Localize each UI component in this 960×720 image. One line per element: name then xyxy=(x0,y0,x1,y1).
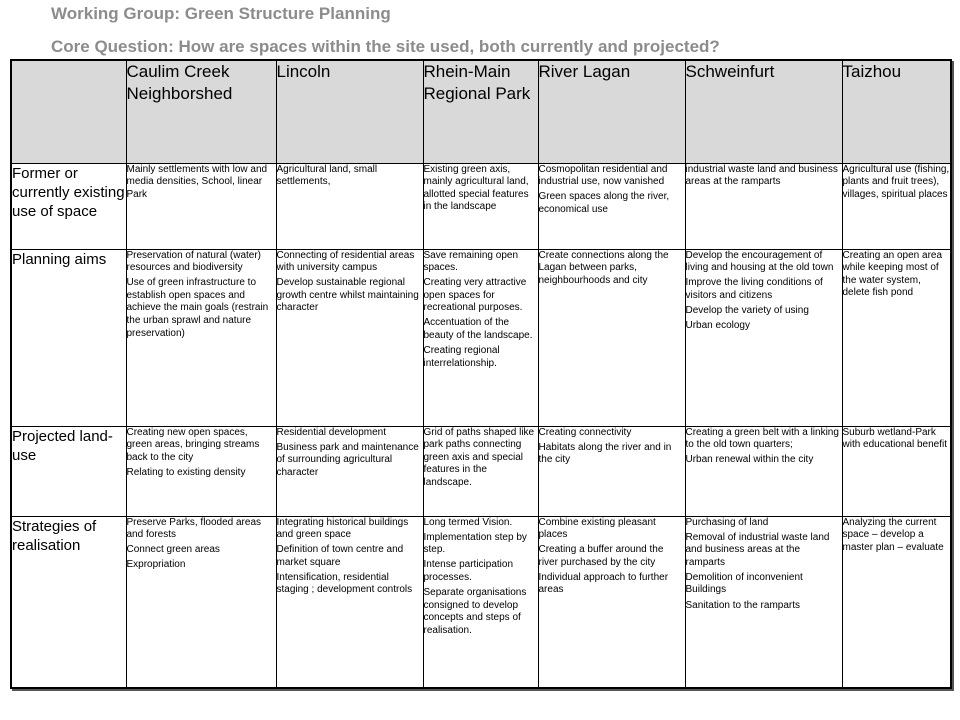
cell-paragraph: Develop sustainable regional growth centre whilst maintaining character xyxy=(276,277,419,314)
table-cell xyxy=(423,516,538,687)
table-cell xyxy=(126,516,276,687)
cell-paragraph: Residential development xyxy=(276,426,387,438)
cell-paragraph: Removal of industrial waste land and business areas at the ramparts xyxy=(685,531,830,568)
column-header: Rhein-Main Regional Park xyxy=(423,61,538,163)
cell-paragraph: Develop the variety of using xyxy=(685,304,809,316)
table-cell xyxy=(685,163,842,249)
cell-paragraph: Preservation of natural (water) resources and biodiversity xyxy=(126,249,262,274)
cell-paragraph: Expropriation xyxy=(126,559,186,571)
cell-paragraph: Intense participation processes. xyxy=(423,559,514,583)
cell-paragraph: Preserve Parks, flooded areas and forests xyxy=(126,516,262,541)
cell-paragraph: Save remaining open spaces. xyxy=(423,249,519,274)
header-corner xyxy=(12,61,126,163)
cell-paragraph: Creating a green belt with a linking to the old town quarters; xyxy=(685,426,839,451)
cell-paragraph: Create connections along the Lagan between parks, neighbourhoods and city xyxy=(538,249,669,286)
table-cell xyxy=(126,163,276,249)
table-cell xyxy=(423,426,538,516)
table-cell xyxy=(842,249,950,426)
cell-paragraph: industrial waste land and business areas at the ramparts xyxy=(685,163,838,188)
cell-paragraph: Green spaces along the river, economical use xyxy=(538,191,670,215)
table-cell xyxy=(423,163,538,249)
cell-paragraph: Creating regional interrelationship. xyxy=(423,345,500,369)
cell-paragraph: Individual approach to further areas xyxy=(538,571,669,596)
table-cell xyxy=(276,249,423,426)
table-cell xyxy=(842,163,950,249)
cell-paragraph: Creating very attractive open spaces for recreational purposes. xyxy=(423,277,527,314)
cell-paragraph: Improve the living conditions of visitors and citizens xyxy=(685,277,823,301)
column-header: Taizhou xyxy=(842,61,950,163)
cell-paragraph: Combine existing pleasant places xyxy=(538,516,656,541)
cell-paragraph: Agricultural use (fishing, plants and fruit trees), villages, spiritual places xyxy=(842,163,950,200)
table-cell xyxy=(423,249,538,426)
table-cell xyxy=(842,516,950,687)
table-row xyxy=(12,249,950,426)
column-header: Schweinfurt xyxy=(685,61,842,163)
cell-paragraph: Habitats along the river and in the city xyxy=(538,441,672,466)
cell-paragraph: Agricultural land, small settlements, xyxy=(276,163,378,188)
table-row xyxy=(12,426,950,516)
cell-paragraph: Definition of town centre and market square xyxy=(276,544,404,568)
row-label: Strategies of realisation xyxy=(12,516,126,687)
table-cell xyxy=(685,516,842,687)
table-cell xyxy=(842,426,950,516)
cell-paragraph: Creating new open spaces, green areas, bringing streams back to the city xyxy=(126,426,260,463)
row-label: Former or currently existing use of space xyxy=(12,163,126,249)
cell-paragraph: Analyzing the current space – develop a master plan – evaluate xyxy=(842,516,944,553)
cell-paragraph: Use of green infrastructure to establish open spaces and achieve the main goals (restrain the urban sprawl and nature preservation) xyxy=(126,277,269,339)
cell-paragraph: Long termed Vision. xyxy=(423,516,513,528)
table-cell xyxy=(685,249,842,426)
column-header: Caulim Creek Neighborshed xyxy=(126,61,276,163)
row-label: Planning aims xyxy=(12,249,126,426)
table-cell xyxy=(685,426,842,516)
cell-paragraph: Suburb wetland-Park with educational benefit xyxy=(842,426,948,451)
cell-paragraph: Accentuation of the beauty of the landscape. xyxy=(423,317,533,342)
cell-paragraph: Urban ecology xyxy=(685,319,750,331)
cell-paragraph: Existing green axis, mainly agricultural land, allotted special features in the landscape xyxy=(423,163,529,213)
column-header: Lincoln xyxy=(276,61,423,163)
cell-paragraph: Demolition of inconvenient Buildings xyxy=(685,571,803,596)
cell-paragraph: Intensification, residential staging ; development controls xyxy=(276,571,413,596)
cell-paragraph: Purchasing of land xyxy=(685,516,769,528)
row-label: Projected land-use xyxy=(12,426,126,516)
table-cell xyxy=(538,163,685,249)
cell-paragraph: Business park and maintenance of surrounding agricultural character xyxy=(276,441,419,478)
cell-paragraph: Implementation step by step. xyxy=(423,531,527,556)
cell-paragraph: Connect green areas xyxy=(126,544,220,556)
cell-paragraph: Creating an open area while keeping most of the water system, delete fish pond xyxy=(842,249,943,299)
cell-paragraph: Cosmopolitan residential and industrial use, now vanished xyxy=(538,163,668,188)
cell-paragraph: Urban renewal within the city xyxy=(685,454,814,466)
table-row xyxy=(12,516,950,687)
table-cell xyxy=(538,249,685,426)
cell-paragraph: Separate organisations consigned to develop concepts and steps of realisation. xyxy=(423,586,527,636)
table-cell xyxy=(538,426,685,516)
table-cell xyxy=(276,163,423,249)
cell-paragraph: Sanitation to the ramparts xyxy=(685,599,801,611)
cell-paragraph: Creating a buffer around the river purchased by the city xyxy=(538,544,664,568)
cell-paragraph: Grid of paths shaped like park paths connecting green axis and special features in the landscape. xyxy=(423,426,535,488)
comparison-table-frame xyxy=(10,59,952,689)
comparison-table xyxy=(12,61,950,687)
cell-paragraph: Creating connectivity xyxy=(538,426,632,438)
cell-paragraph: Integrating historical buildings and green space xyxy=(276,516,409,541)
cell-paragraph: Relating to existing density xyxy=(126,466,246,478)
cell-paragraph: Mainly settlements with low and media densities, School, linear Park xyxy=(126,163,268,200)
cell-paragraph: Develop the encouragement of living and housing at the old town xyxy=(685,249,834,274)
table-row xyxy=(12,163,950,249)
page-title: Working Group: Green Structure Planning xyxy=(51,4,391,23)
column-header: River Lagan xyxy=(538,61,685,163)
cell-paragraph: Connecting of residential areas with university campus xyxy=(276,249,415,274)
core-question: Core Question: How are spaces within the site used, both currently and projected? xyxy=(51,37,720,56)
table-cell xyxy=(538,516,685,687)
table-cell xyxy=(276,516,423,687)
table-cell xyxy=(126,249,276,426)
table-cell xyxy=(126,426,276,516)
table-cell xyxy=(276,426,423,516)
header-row xyxy=(12,61,950,163)
